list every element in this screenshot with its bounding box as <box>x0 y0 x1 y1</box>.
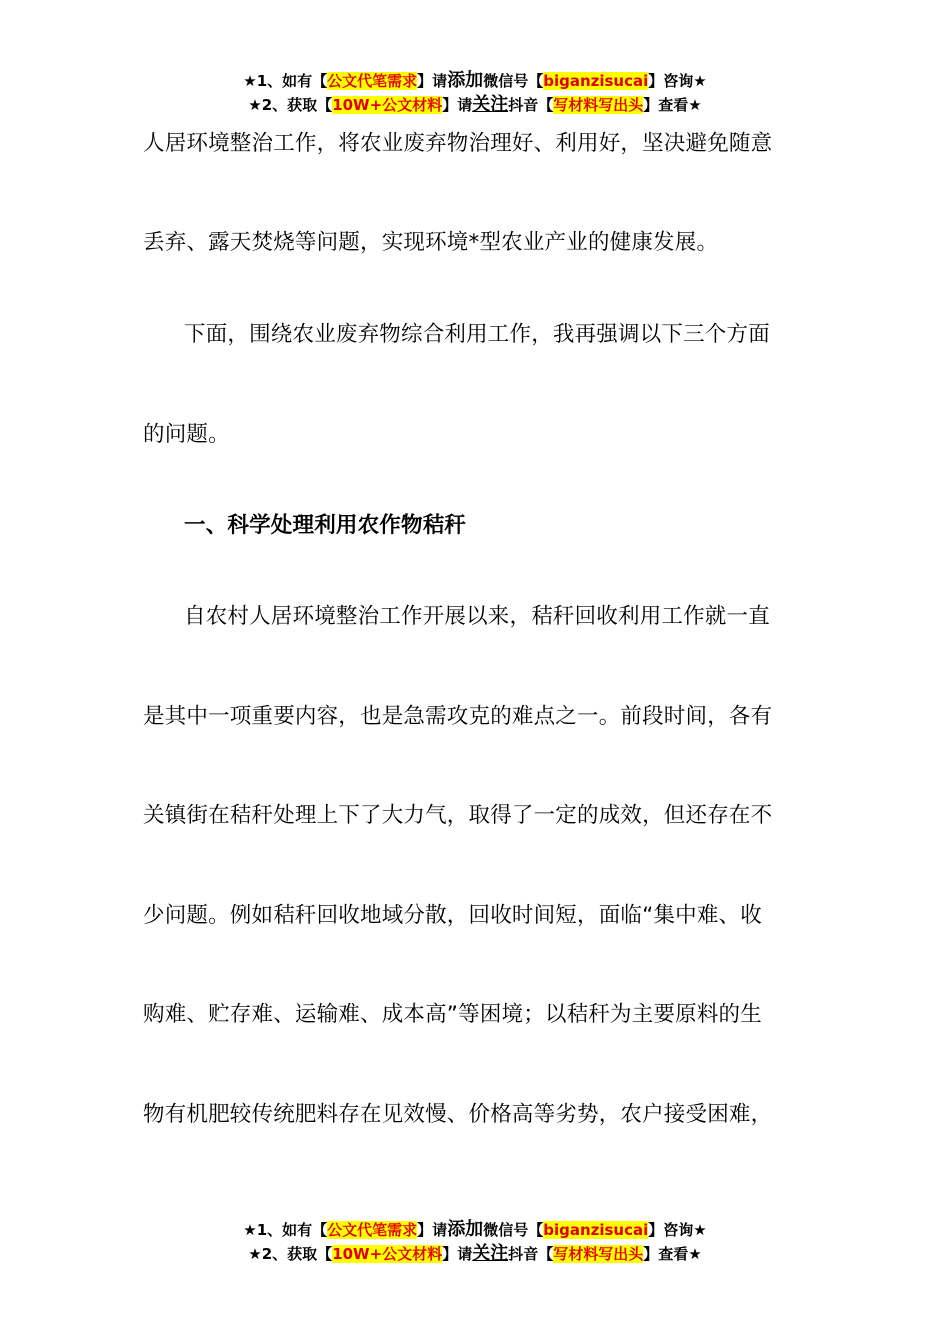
banner-highlight: biganzisucai <box>543 1221 649 1239</box>
banner-text: 】请 <box>442 1245 473 1263</box>
body-line: 自农村人居环境整治工作开展以来，秸秆回收利用工作就一直 <box>184 604 770 629</box>
banner-text: 】请 <box>417 1221 448 1239</box>
banner-text: ★2、获取【 <box>248 1245 333 1263</box>
banner-emphasis: 添加 <box>447 1219 484 1240</box>
banner-text: 】查看★ <box>643 96 702 114</box>
banner-line-2 <box>0 1242 950 1266</box>
body-line: 关镇街在秸秆处理上下了大力气，取得了一定的成效，但还存在不 <box>143 803 773 828</box>
banner-text: 抖音【 <box>508 96 554 114</box>
banner-line-1 <box>0 1218 950 1242</box>
header-banner <box>0 69 950 117</box>
banner-text: 微信号【 <box>483 1221 544 1239</box>
banner-text: ★2、获取【 <box>248 96 333 114</box>
banner-line-1 <box>0 69 950 93</box>
banner-text: 】请 <box>417 72 448 90</box>
banner-text: 】咨询★ <box>648 1221 707 1239</box>
banner-text: ★1、如有【 <box>243 1221 328 1239</box>
body-line: 是其中一项重要内容，也是急需攻克的难点之一。前段时间，各有 <box>143 704 773 729</box>
banner-emphasis: 添加 <box>447 70 484 91</box>
banner-text: 】查看★ <box>643 1245 702 1263</box>
banner-text: 】请 <box>442 96 473 114</box>
body-line: 人居环境整治工作，将农业废弃物治理好、利用好，坚决避免随意 <box>143 131 773 156</box>
footer-banner <box>0 1218 950 1266</box>
body-line: 的问题。 <box>143 422 230 447</box>
banner-highlight: 10W+公文材料 <box>332 96 443 114</box>
banner-emphasis: 关注 <box>472 1243 509 1264</box>
body-line: 物有机肥较传统肥料存在见效慢、价格高等劣势，农户接受困难， <box>143 1102 773 1127</box>
banner-highlight: 公文代笔需求 <box>327 1221 418 1239</box>
banner-line-2 <box>0 93 950 117</box>
banner-highlight: 写材料写出头 <box>553 96 644 114</box>
banner-text: 】咨询★ <box>648 72 707 90</box>
body-line: 下面，围绕农业废弃物综合利用工作，我再强调以下三个方面 <box>184 322 770 347</box>
banner-emphasis: 关注 <box>472 94 509 115</box>
banner-highlight: biganzisucai <box>543 72 649 90</box>
body-line: 少问题。例如秸秆回收地域分散，回收时间短，面临“集中难、收 <box>143 903 762 928</box>
banner-highlight: 10W+公文材料 <box>332 1245 443 1263</box>
banner-text: 微信号【 <box>483 72 544 90</box>
banner-text: 抖音【 <box>508 1245 554 1263</box>
section-heading: 一、科学处理利用农作物秸秆 <box>184 513 467 538</box>
banner-highlight: 公文代笔需求 <box>327 72 418 90</box>
body-line: 丢弃、露天焚烧等问题，实现环境*型农业产业的健康发展。 <box>143 230 719 255</box>
body-line: 购难、贮存难、运输难、成本高”等困境；以秸秆为主要原料的生 <box>143 1002 762 1027</box>
banner-highlight: 写材料写出头 <box>553 1245 644 1263</box>
banner-text: ★1、如有【 <box>243 72 328 90</box>
